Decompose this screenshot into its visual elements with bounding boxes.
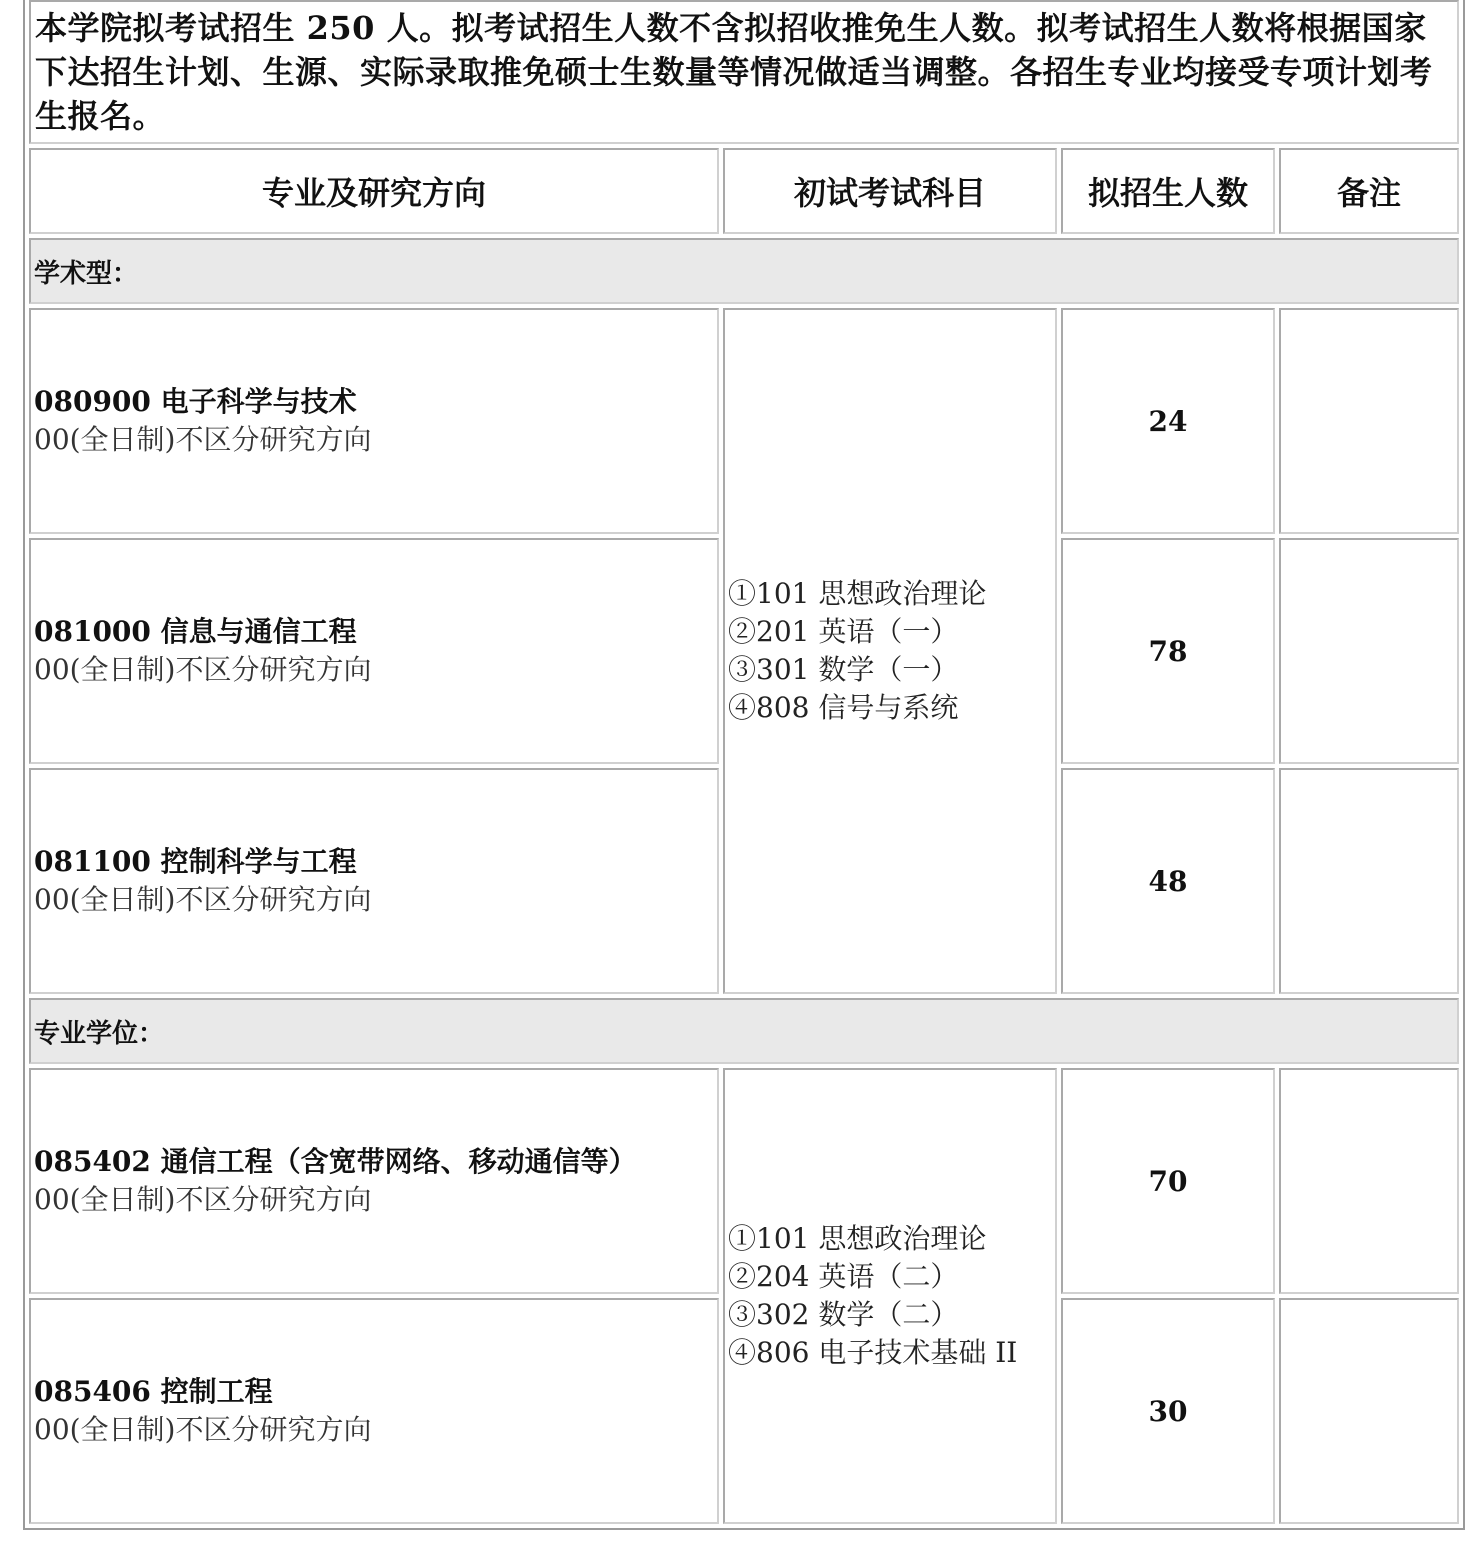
section-title: 专业学位：	[29, 998, 1459, 1064]
quota-value: 24	[1061, 308, 1275, 534]
research-direction: 00(全日制)不区分研究方向	[34, 423, 372, 456]
exam-subject: ①101 思想政治理论	[728, 577, 987, 610]
quota-value: 78	[1061, 538, 1275, 764]
exam-subject: ④806 电子技术基础 II	[728, 1336, 1018, 1369]
exam-subjects-cell	[723, 308, 1057, 994]
note-value	[1279, 538, 1459, 764]
exam-subject: ④808 信号与系统	[728, 691, 959, 724]
intro-text: 本学院拟考试招生 250 人。拟考试招生人数不含拟招收推免生人数。拟考试招生人数将根据国家下达招生计划、生源、实际录取推免硕士生数量等情况做适当调整。各招生专业均接受专项计划考生报名。	[29, 0, 1459, 144]
research-direction: 00(全日制)不区分研究方向	[34, 1413, 372, 1446]
quota-value: 30	[1061, 1298, 1275, 1524]
section-row-professional	[29, 998, 1459, 1064]
admissions-table	[23, 0, 1465, 1530]
note-value	[1279, 308, 1459, 534]
exam-subject: ②201 英语（一）	[728, 615, 959, 648]
exam-subject: ②204 英语（二）	[728, 1260, 959, 1293]
exam-subject: ③302 数学（二）	[728, 1298, 959, 1331]
major-cell	[29, 308, 719, 534]
major-cell	[29, 768, 719, 994]
research-direction: 00(全日制)不区分研究方向	[34, 653, 372, 686]
research-direction: 00(全日制)不区分研究方向	[34, 1183, 372, 1216]
research-direction: 00(全日制)不区分研究方向	[34, 883, 372, 916]
note-value	[1279, 1068, 1459, 1294]
exam-subject: ③301 数学（一）	[728, 653, 959, 686]
note-value	[1279, 1298, 1459, 1524]
exam-subjects-cell	[723, 1068, 1057, 1524]
header-subjects: 初试考试科目	[723, 148, 1057, 234]
major-cell	[29, 538, 719, 764]
note-value	[1279, 768, 1459, 994]
major-name: 081000 信息与通信工程	[34, 615, 357, 648]
intro-row	[29, 0, 1459, 144]
header-major: 专业及研究方向	[29, 148, 719, 234]
quota-value: 48	[1061, 768, 1275, 994]
exam-subject: ①101 思想政治理论	[728, 1222, 987, 1255]
table-row	[29, 1068, 1459, 1294]
quota-value: 70	[1061, 1068, 1275, 1294]
section-title: 学术型：	[29, 238, 1459, 304]
header-notes: 备注	[1279, 148, 1459, 234]
table-row	[29, 308, 1459, 534]
major-cell	[29, 1068, 719, 1294]
header-quota: 拟招生人数	[1061, 148, 1275, 234]
major-name: 081100 控制科学与工程	[34, 845, 357, 878]
section-row-academic	[29, 238, 1459, 304]
major-name: 080900 电子科学与技术	[34, 385, 357, 418]
header-row	[29, 148, 1459, 234]
major-cell	[29, 1298, 719, 1524]
major-name: 085402 通信工程（含宽带网络、移动通信等）	[34, 1145, 637, 1178]
major-name: 085406 控制工程	[34, 1375, 273, 1408]
